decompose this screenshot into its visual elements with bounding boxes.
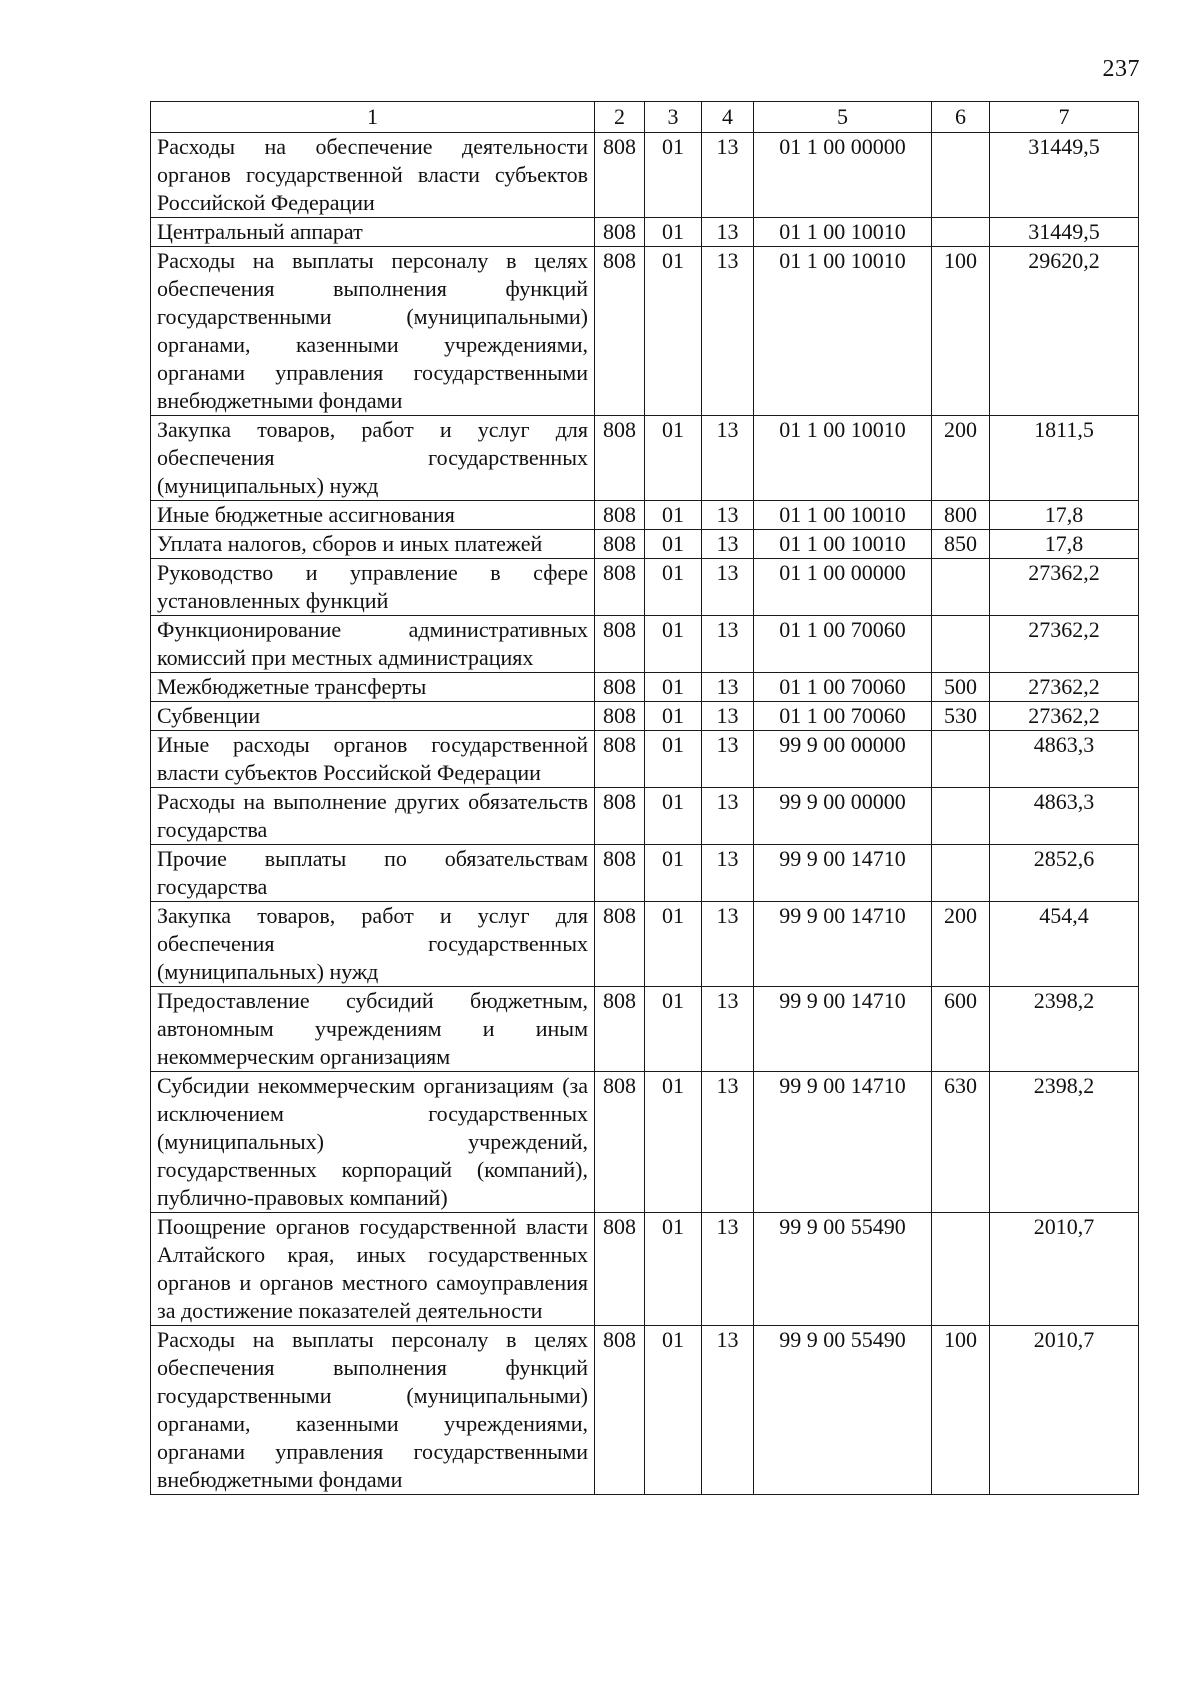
target-article-cell: 99 9 00 14710 xyxy=(754,1072,932,1213)
subsection-code-cell: 13 xyxy=(702,133,754,218)
item-name-cell: Руководство и управление в сфере установленных функций xyxy=(151,559,595,616)
amount-cell: 2010,7 xyxy=(990,1326,1139,1495)
target-article-cell: 01 1 00 10010 xyxy=(754,530,932,559)
header-row xyxy=(151,102,1139,133)
target-article-cell: 01 1 00 10010 xyxy=(754,501,932,530)
column-header: 4 xyxy=(702,102,754,133)
amount-cell: 29620,2 xyxy=(990,247,1139,416)
expense-type-cell: 850 xyxy=(932,530,990,559)
expense-type-cell xyxy=(932,616,990,673)
subsection-code-cell: 13 xyxy=(702,987,754,1072)
section-code-cell: 01 xyxy=(645,1213,702,1326)
target-article-cell: 99 9 00 55490 xyxy=(754,1213,932,1326)
amount-cell: 2398,2 xyxy=(990,1072,1139,1213)
expense-type-cell: 800 xyxy=(932,501,990,530)
target-article-cell: 99 9 00 14710 xyxy=(754,845,932,902)
expense-type-cell: 200 xyxy=(932,902,990,987)
item-name-cell: Расходы на выплаты персоналу в целях обеспечения выполнения функций государственными (муниципальными) органами, казенными учреждениями, органами управления государственными внебюджетными фондами xyxy=(151,247,595,416)
subsection-code-cell: 13 xyxy=(702,530,754,559)
subsection-code-cell: 13 xyxy=(702,218,754,247)
amount-cell: 2398,2 xyxy=(990,987,1139,1072)
target-article-cell: 99 9 00 55490 xyxy=(754,1326,932,1495)
item-name-cell: Расходы на обеспечение деятельности органов государственной власти субъектов Российской Федерации xyxy=(151,133,595,218)
table-row xyxy=(151,1213,1139,1326)
column-header: 5 xyxy=(754,102,932,133)
table-row xyxy=(151,133,1139,218)
expense-type-cell xyxy=(932,559,990,616)
amount-cell: 454,4 xyxy=(990,902,1139,987)
section-code-cell: 01 xyxy=(645,530,702,559)
budget-table xyxy=(150,101,1139,1495)
item-name-cell: Уплата налогов, сборов и иных платежей xyxy=(151,530,595,559)
section-code-cell: 01 xyxy=(645,702,702,731)
ministry-code-cell: 808 xyxy=(595,1072,645,1213)
subsection-code-cell: 13 xyxy=(702,247,754,416)
section-code-cell: 01 xyxy=(645,1072,702,1213)
table-row xyxy=(151,530,1139,559)
item-name-cell: Закупка товаров, работ и услуг для обеспечения государственных (муниципальных) нужд xyxy=(151,416,595,501)
item-name-cell: Функционирование административных комиссий при местных администрациях xyxy=(151,616,595,673)
target-article-cell: 99 9 00 14710 xyxy=(754,902,932,987)
expense-type-cell: 100 xyxy=(932,247,990,416)
target-article-cell: 99 9 00 00000 xyxy=(754,788,932,845)
expense-type-cell: 500 xyxy=(932,673,990,702)
target-article-cell: 01 1 00 70060 xyxy=(754,702,932,731)
expense-type-cell xyxy=(932,218,990,247)
subsection-code-cell: 13 xyxy=(702,616,754,673)
item-name-cell: Расходы на выплаты персоналу в целях обеспечения выполнения функций государственными (муниципальными) органами, казенными учреждениями, органами управления государственными внебюджетными фондами xyxy=(151,1326,595,1495)
amount-cell: 17,8 xyxy=(990,501,1139,530)
item-name-cell: Расходы на выполнение других обязательств государства xyxy=(151,788,595,845)
subsection-code-cell: 13 xyxy=(702,673,754,702)
target-article-cell: 01 1 00 00000 xyxy=(754,133,932,218)
amount-cell: 27362,2 xyxy=(990,616,1139,673)
item-name-cell: Поощрение органов государственной власти Алтайского края, иных государственных органов и органов местного самоуправления за достижение показателей деятельности xyxy=(151,1213,595,1326)
ministry-code-cell: 808 xyxy=(595,845,645,902)
column-header: 2 xyxy=(595,102,645,133)
section-code-cell: 01 xyxy=(645,247,702,416)
amount-cell: 17,8 xyxy=(990,530,1139,559)
item-name-cell: Межбюджетные трансферты xyxy=(151,673,595,702)
section-code-cell: 01 xyxy=(645,788,702,845)
subsection-code-cell: 13 xyxy=(702,1213,754,1326)
target-article-cell: 01 1 00 10010 xyxy=(754,247,932,416)
amount-cell: 27362,2 xyxy=(990,559,1139,616)
expense-type-cell xyxy=(932,133,990,218)
ministry-code-cell: 808 xyxy=(595,1326,645,1495)
table-row xyxy=(151,1072,1139,1213)
amount-cell: 27362,2 xyxy=(990,673,1139,702)
table-row xyxy=(151,218,1139,247)
ministry-code-cell: 808 xyxy=(595,731,645,788)
subsection-code-cell: 13 xyxy=(702,501,754,530)
section-code-cell: 01 xyxy=(645,416,702,501)
subsection-code-cell: 13 xyxy=(702,1326,754,1495)
amount-cell: 2010,7 xyxy=(990,1213,1139,1326)
section-code-cell: 01 xyxy=(645,133,702,218)
expense-type-cell xyxy=(932,1213,990,1326)
section-code-cell: 01 xyxy=(645,987,702,1072)
table-row xyxy=(151,416,1139,501)
ministry-code-cell: 808 xyxy=(595,616,645,673)
subsection-code-cell: 13 xyxy=(702,702,754,731)
section-code-cell: 01 xyxy=(645,559,702,616)
target-article-cell: 01 1 00 10010 xyxy=(754,416,932,501)
column-header: 3 xyxy=(645,102,702,133)
target-article-cell: 01 1 00 10010 xyxy=(754,218,932,247)
subsection-code-cell: 13 xyxy=(702,788,754,845)
ministry-code-cell: 808 xyxy=(595,247,645,416)
section-code-cell: 01 xyxy=(645,673,702,702)
expense-type-cell: 600 xyxy=(932,987,990,1072)
ministry-code-cell: 808 xyxy=(595,559,645,616)
ministry-code-cell: 808 xyxy=(595,133,645,218)
ministry-code-cell: 808 xyxy=(595,530,645,559)
target-article-cell: 01 1 00 00000 xyxy=(754,559,932,616)
item-name-cell: Предоставление субсидий бюджетным, автономным учреждениям и иным некоммерческим организациям xyxy=(151,987,595,1072)
table-body xyxy=(151,133,1139,1495)
amount-cell: 27362,2 xyxy=(990,702,1139,731)
expense-type-cell xyxy=(932,788,990,845)
amount-cell: 1811,5 xyxy=(990,416,1139,501)
target-article-cell: 01 1 00 70060 xyxy=(754,673,932,702)
amount-cell: 31449,5 xyxy=(990,218,1139,247)
ministry-code-cell: 808 xyxy=(595,788,645,845)
expense-type-cell: 530 xyxy=(932,702,990,731)
section-code-cell: 01 xyxy=(645,731,702,788)
table-row xyxy=(151,702,1139,731)
ministry-code-cell: 808 xyxy=(595,501,645,530)
section-code-cell: 01 xyxy=(645,616,702,673)
ministry-code-cell: 808 xyxy=(595,902,645,987)
target-article-cell: 99 9 00 00000 xyxy=(754,731,932,788)
expense-type-cell: 100 xyxy=(932,1326,990,1495)
section-code-cell: 01 xyxy=(645,501,702,530)
page-number: 237 xyxy=(1102,56,1140,82)
column-header: 6 xyxy=(932,102,990,133)
section-code-cell: 01 xyxy=(645,902,702,987)
table-row xyxy=(151,559,1139,616)
expense-type-cell xyxy=(932,845,990,902)
subsection-code-cell: 13 xyxy=(702,845,754,902)
table-row xyxy=(151,731,1139,788)
target-article-cell: 01 1 00 70060 xyxy=(754,616,932,673)
column-header: 7 xyxy=(990,102,1139,133)
section-code-cell: 01 xyxy=(645,845,702,902)
target-article-cell: 99 9 00 14710 xyxy=(754,987,932,1072)
column-header: 1 xyxy=(151,102,595,133)
amount-cell: 4863,3 xyxy=(990,788,1139,845)
table-row xyxy=(151,673,1139,702)
section-code-cell: 01 xyxy=(645,218,702,247)
subsection-code-cell: 13 xyxy=(702,1072,754,1213)
subsection-code-cell: 13 xyxy=(702,559,754,616)
table-row xyxy=(151,845,1139,902)
item-name-cell: Субсидии некоммерческим организациям (за исключением государственных (муниципальных) учреждений, государственных корпораций (компаний), публично-правовых компаний) xyxy=(151,1072,595,1213)
ministry-code-cell: 808 xyxy=(595,673,645,702)
item-name-cell: Иные расходы органов государственной власти субъектов Российской Федерации xyxy=(151,731,595,788)
ministry-code-cell: 808 xyxy=(595,218,645,247)
ministry-code-cell: 808 xyxy=(595,1213,645,1326)
table-row xyxy=(151,788,1139,845)
amount-cell: 2852,6 xyxy=(990,845,1139,902)
table-row xyxy=(151,987,1139,1072)
expense-type-cell: 200 xyxy=(932,416,990,501)
subsection-code-cell: 13 xyxy=(702,731,754,788)
table-row xyxy=(151,247,1139,416)
table-row xyxy=(151,501,1139,530)
table-row xyxy=(151,616,1139,673)
item-name-cell: Центральный аппарат xyxy=(151,218,595,247)
expense-type-cell xyxy=(932,731,990,788)
subsection-code-cell: 13 xyxy=(702,902,754,987)
item-name-cell: Субвенции xyxy=(151,702,595,731)
ministry-code-cell: 808 xyxy=(595,416,645,501)
expense-type-cell: 630 xyxy=(932,1072,990,1213)
section-code-cell: 01 xyxy=(645,1326,702,1495)
item-name-cell: Закупка товаров, работ и услуг для обеспечения государственных (муниципальных) нужд xyxy=(151,902,595,987)
ministry-code-cell: 808 xyxy=(595,987,645,1072)
table-row xyxy=(151,902,1139,987)
item-name-cell: Иные бюджетные ассигнования xyxy=(151,501,595,530)
table-row xyxy=(151,1326,1139,1495)
amount-cell: 4863,3 xyxy=(990,731,1139,788)
ministry-code-cell: 808 xyxy=(595,702,645,731)
item-name-cell: Прочие выплаты по обязательствам государства xyxy=(151,845,595,902)
subsection-code-cell: 13 xyxy=(702,416,754,501)
amount-cell: 31449,5 xyxy=(990,133,1139,218)
